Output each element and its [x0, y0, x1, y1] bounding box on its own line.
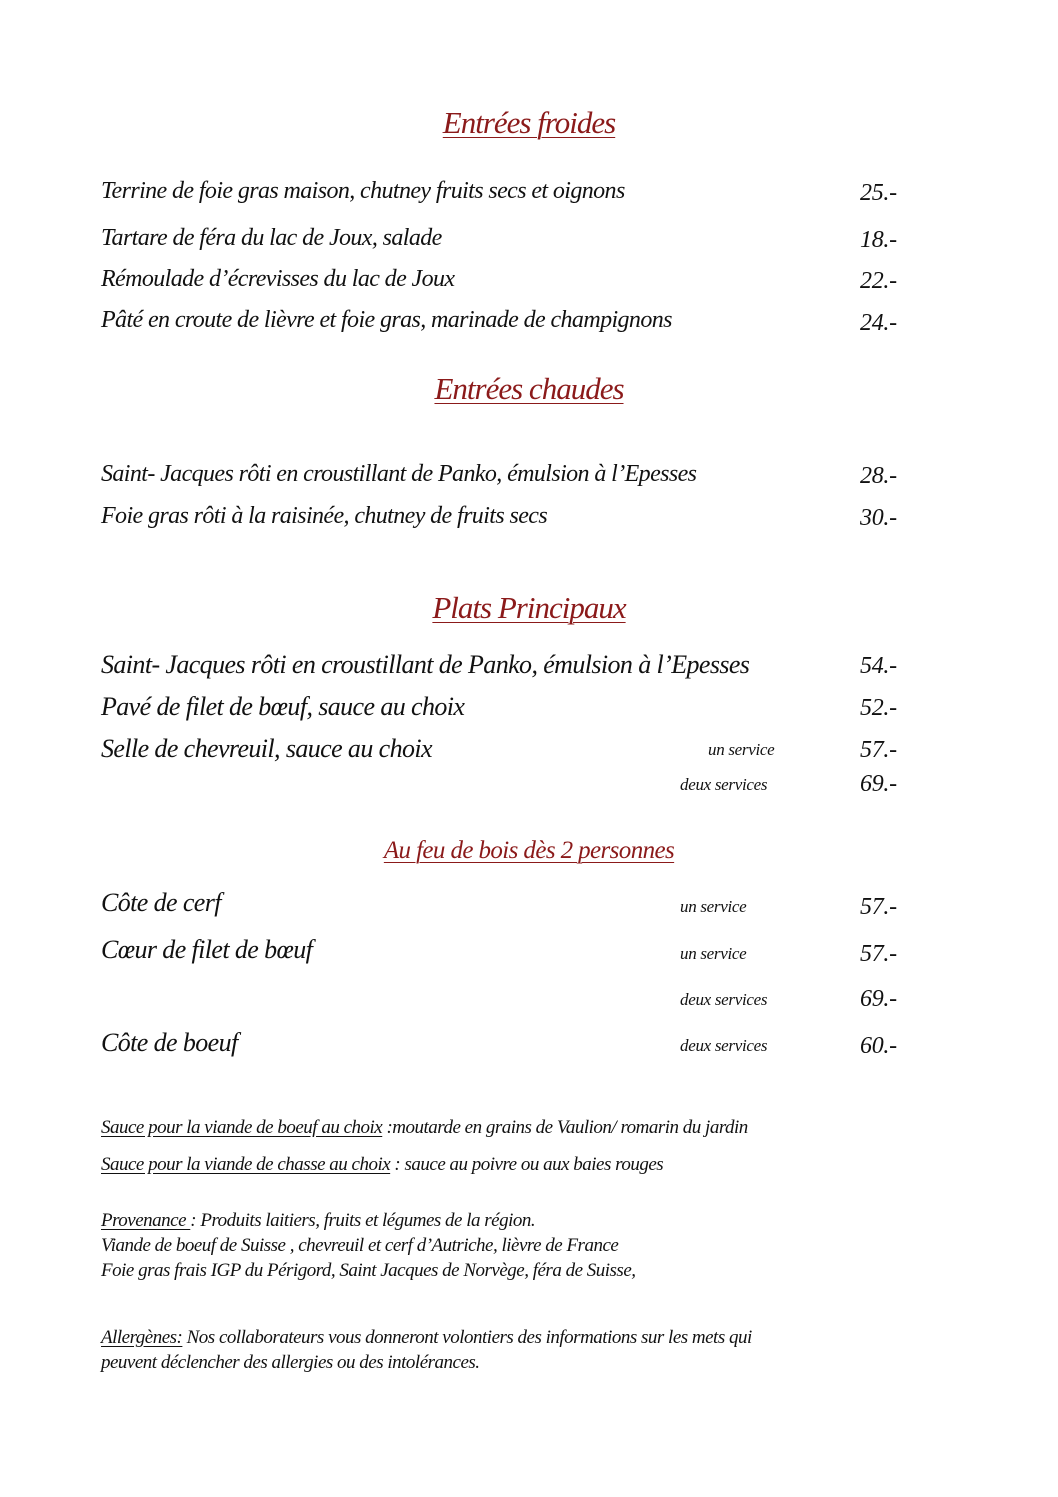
note-label: Sauce pour la viande de chasse au choix — [101, 1154, 391, 1175]
service-label: deux services — [680, 1036, 768, 1055]
menu-item-price: 24.- — [860, 310, 897, 336]
note-text: :moutarde en grains de Vaulion/ romarin du jardin — [382, 1117, 748, 1138]
menu-item-price: 28.- — [860, 463, 897, 489]
menu-item-name: Pâté en croute de lièvre et foie gras, marinade de champignons — [101, 307, 672, 333]
menu-item-name: Côte de cerf — [101, 888, 221, 917]
note-text: : Produits laitiers, fruits et légumes de la région. — [190, 1210, 536, 1231]
menu-item-name: Terrine de foie gras maison, chutney fruits secs et oignons — [101, 178, 625, 204]
menu-item-name: Rémoulade d’écrevisses du lac de Joux — [101, 266, 455, 292]
menu-item-price: 30.- — [860, 505, 897, 531]
note-sauce-chasse — [101, 1152, 663, 1177]
menu-item-name: Saint- Jacques rôti en croustillant de Panko, émulsion à l’Epesses — [101, 461, 697, 487]
note-text: Nos collaborateurs vous donneront volontiers des informations sur les mets qui — [182, 1327, 752, 1348]
menu-item-name: Saint- Jacques rôti en croustillant de Panko, émulsion à l’Epesses — [101, 650, 750, 679]
menu-item-name: Foie gras rôti à la raisinée, chutney de fruits secs — [101, 503, 548, 529]
menu-item-price: 57.- — [860, 894, 897, 920]
menu-item-name: Côte de boeuf — [101, 1028, 238, 1057]
section-title-feu-de-bois: Au feu de bois dès 2 personnes — [383, 837, 675, 864]
service-label: un service — [680, 944, 747, 963]
note-text: peuvent déclencher des allergies ou des intolérances. — [101, 1352, 480, 1373]
note-text: Foie gras frais IGP du Périgord, Saint Jacques de Norvège, féra de Suisse, — [101, 1260, 636, 1281]
menu-item-price: 57.- — [860, 737, 897, 763]
section-title-plats-principaux: Plats Principaux — [432, 590, 626, 625]
menu-item-price: 57.- — [860, 941, 897, 967]
menu-item-price: 22.- — [860, 268, 897, 294]
menu-item-price: 69.- — [860, 986, 897, 1012]
menu-item-name: Cœur de filet de bœuf — [101, 935, 313, 964]
note-label: Sauce pour la viande de boeuf au choix — [101, 1117, 383, 1138]
menu-item-price: 18.- — [860, 227, 897, 253]
menu-item-price: 69.- — [860, 771, 897, 797]
service-label: deux services — [680, 775, 768, 794]
menu-item-price: 25.- — [860, 180, 897, 206]
menu-item-name: Pavé de filet de bœuf, sauce au choix — [101, 692, 465, 721]
service-label: un service — [680, 897, 747, 916]
note-text: Viande de boeuf de Suisse , chevreuil et cerf d’Autriche, lièvre de France — [101, 1235, 619, 1256]
menu-item-price: 60.- — [860, 1033, 897, 1059]
menu-item-price: 52.- — [860, 695, 897, 721]
note-text: : sauce au poivre ou aux baies rouges — [390, 1154, 664, 1175]
service-label: un service — [708, 740, 775, 759]
section-title-entrees-chaudes: Entrées chaudes — [434, 371, 624, 406]
section-title-entrees-froides: Entrées froides — [442, 105, 616, 140]
note-allergenes — [101, 1325, 752, 1375]
menu-item-name: Tartare de féra du lac de Joux, salade — [101, 225, 442, 251]
note-provenance — [101, 1208, 636, 1283]
note-label: Allergènes: — [101, 1327, 183, 1348]
service-label: deux services — [680, 990, 768, 1009]
note-label: Provenance — [101, 1210, 191, 1231]
menu-item-name: Selle de chevreuil, sauce au choix — [101, 734, 432, 763]
note-sauce-boeuf — [101, 1115, 748, 1140]
menu-item-price: 54.- — [860, 653, 897, 679]
